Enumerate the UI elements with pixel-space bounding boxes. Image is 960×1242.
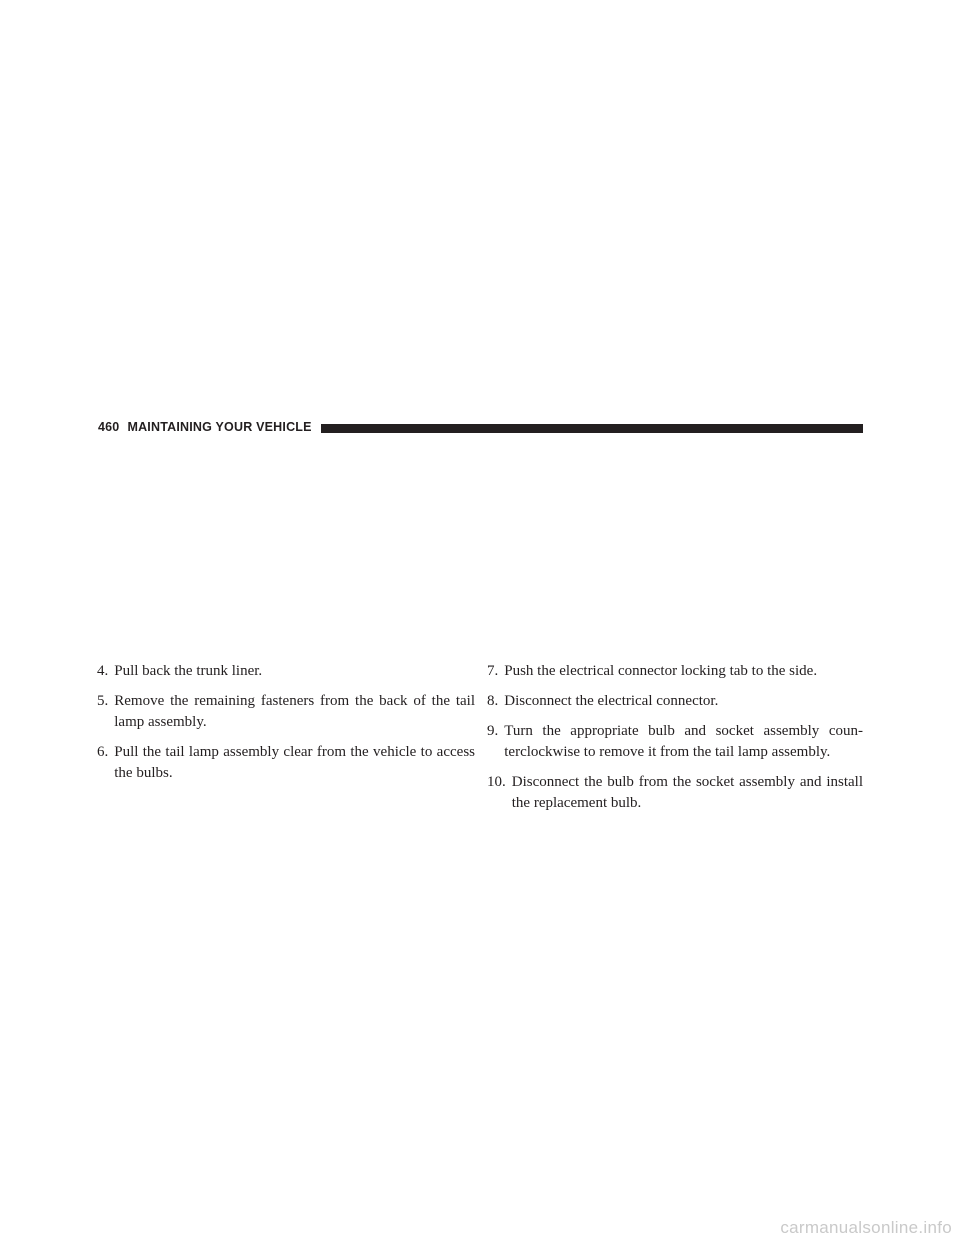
step-text: Remove the remaining fasteners from the back of the tail lamp assembly. xyxy=(114,693,475,730)
watermark: carmanualsonline.info xyxy=(780,1218,952,1237)
step-text: Pull the tail lamp assembly clear from the vehicle to access the bulbs. xyxy=(114,744,475,781)
list-item xyxy=(97,742,475,784)
page-header xyxy=(98,416,863,438)
step-number: 8. xyxy=(487,693,499,709)
list-item xyxy=(97,691,475,733)
step-text: Push the electrical connector locking tab to the side. xyxy=(504,663,818,679)
step-text: Disconnect the bulb from the socket assembly and install the replacement bulb. xyxy=(511,774,863,811)
list-item xyxy=(487,691,863,712)
step-number: 10. xyxy=(487,774,506,790)
step-number: 5. xyxy=(97,693,109,709)
step-text: Disconnect the electrical connector. xyxy=(504,693,719,709)
header-rule xyxy=(321,424,863,433)
step-text: Turn the appropriate bulb and socket assembly coun-terclockwise to remove it from the tail lamp assembly. xyxy=(504,723,863,760)
right-column xyxy=(487,661,863,823)
step-number: 9. xyxy=(487,723,499,739)
page-number: 460 xyxy=(98,420,120,434)
list-item xyxy=(487,772,863,814)
step-number: 7. xyxy=(487,663,499,679)
left-column xyxy=(97,661,475,793)
list-item xyxy=(487,721,863,763)
section-title: MAINTAINING YOUR VEHICLE xyxy=(127,420,312,434)
step-text: Pull back the trunk liner. xyxy=(114,663,263,679)
list-item xyxy=(487,661,863,682)
step-number: 4. xyxy=(97,663,109,679)
list-item xyxy=(97,661,475,682)
step-number: 6. xyxy=(97,744,109,760)
